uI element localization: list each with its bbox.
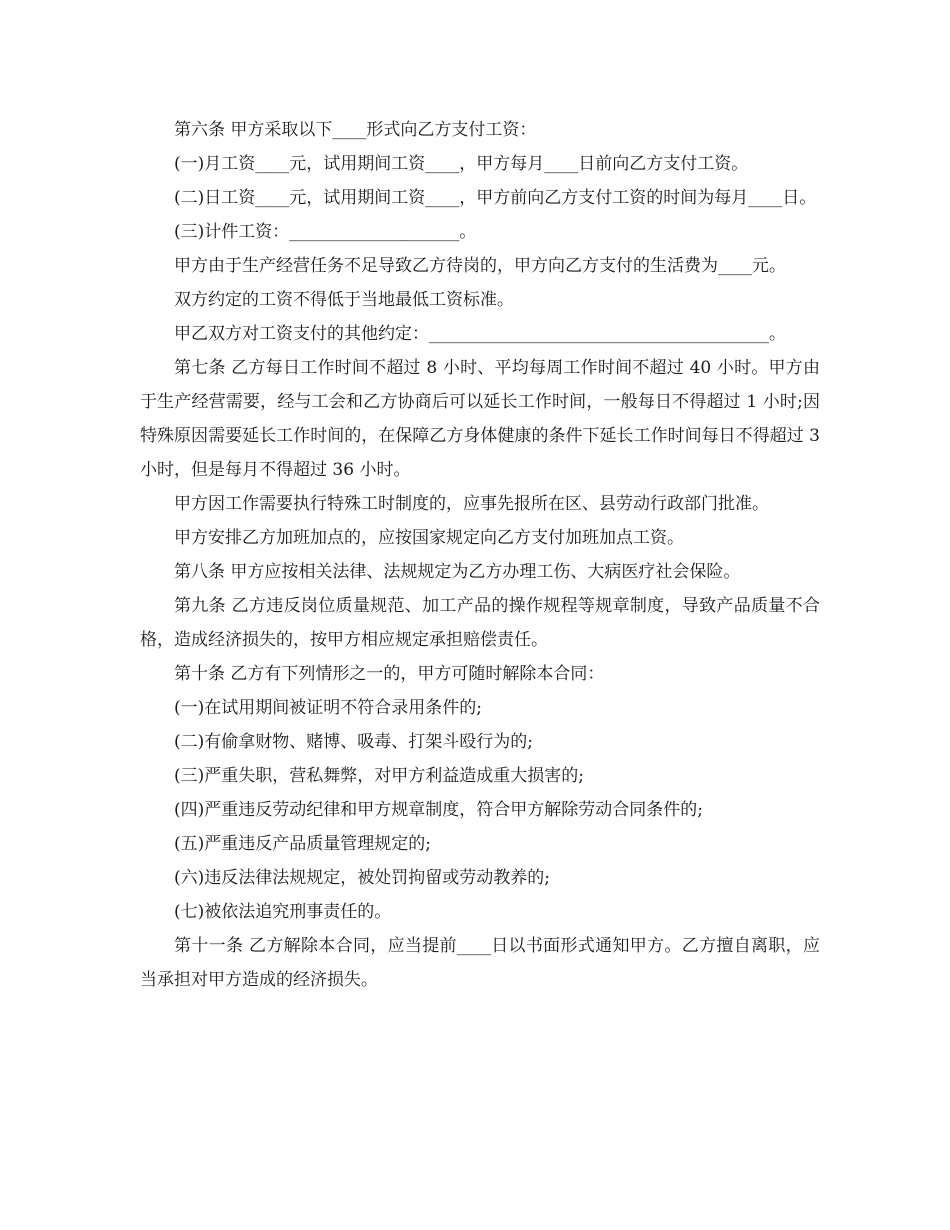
paragraph-article-11: 第十一条 乙方解除本合同，应当提前____日以书面形式通知甲方。乙方擅自离职，应当承担对甲方造成的经济损失。 — [140, 936, 820, 990]
paragraph-article-7: 第七条 乙方每日工作时间不超过 8 小时、平均每周工作时间不超过 40 小时。甲方由于生产经营需要，经与工会和乙方协商后可以延长工作时间，一般每日不得超过 1 小时;因特殊原因需要延长工作时间的，在保障乙方身体健康的条件下延长工作时间每日不得超过 3 小时，但是每月不得超过 36 小时。 — [140, 358, 820, 480]
paragraph-article-9: 第九条 乙方违反岗位质量规范、加工产品的操作规程等规章制度，导致产品质量不合格，造成经济损失的，按甲方相应规定承担赔偿责任。 — [140, 596, 820, 650]
paragraph-overtime-pay: 甲方安排乙方加班加点的，应按国家规定向乙方支付加班加点工资。 — [174, 528, 684, 548]
list-item-dereliction: (三)严重失职，营私舞弊，对甲方利益造成重大损害的; — [174, 766, 584, 786]
paragraph-other-agreement: 甲乙双方对工资支付的其他约定：________________________________________。 — [174, 324, 786, 344]
paragraph-piece-wage: (三)计件工资：____________________。 — [174, 222, 477, 242]
paragraph-special-hours: 甲方因工作需要执行特殊工时制度的，应事先报所在区、县劳动行政部门批准。 — [174, 494, 769, 514]
paragraph-minimum-wage: 双方约定的工资不得低于当地最低工资标准。 — [174, 290, 514, 310]
document-body — [140, 113, 820, 997]
list-item-quality: (五)严重违反产品质量管理规定的; — [174, 834, 431, 854]
paragraph-article-6: 第六条 甲方采取以下____形式向乙方支付工资： — [174, 120, 537, 140]
list-item-probation: (一)在试用期间被证明不符合录用条件的; — [174, 698, 482, 718]
list-item-criminal: (七)被依法追究刑事责任的。 — [174, 902, 392, 922]
list-item-discipline: (四)严重违反劳动纪律和甲方规章制度，符合甲方解除劳动合同条件的; — [174, 800, 703, 820]
paragraph-article-10: 第十条 乙方有下列情形之一的，甲方可随时解除本合同： — [174, 664, 605, 684]
paragraph-article-8: 第八条 甲方应按相关法律、法规规定为乙方办理工伤、大病医疗社会保险。 — [174, 562, 741, 582]
list-item-theft-gambling: (二)有偷拿财物、赌博、吸毒、打架斗殴行为的; — [174, 732, 533, 752]
list-item-detention: (六)违反法律法规规定，被处罚拘留或劳动教养的; — [174, 868, 550, 888]
paragraph-monthly-wage: (一)月工资____元，试用期间工资____，甲方每月____日前向乙方支付工资。 — [174, 154, 749, 174]
paragraph-living-allowance: 甲方由于生产经营任务不足导致乙方待岗的，甲方向乙方支付的生活费为____元。 — [174, 256, 786, 276]
paragraph-daily-wage: (二)日工资____元，试用期间工资____，甲方前向乙方支付工资的时间为每月____日。 — [174, 188, 817, 208]
